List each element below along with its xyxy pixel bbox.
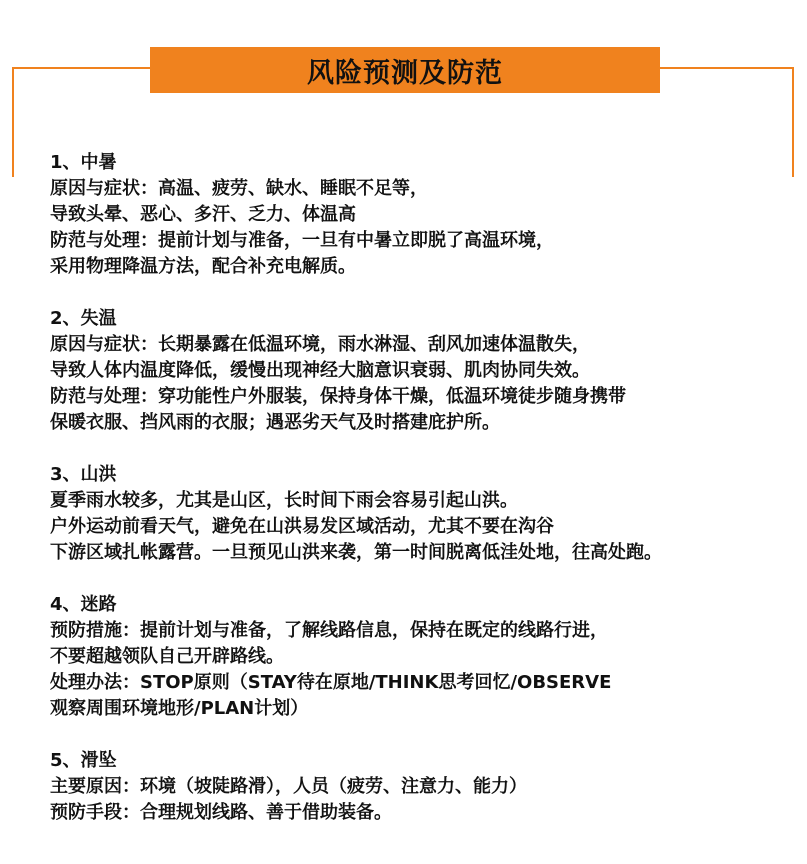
- section-line: 采用物理降温方法，配合补充电解质。: [50, 256, 356, 277]
- section-heading: 4、迷路: [50, 594, 117, 615]
- section-line: 主要原因：环境（坡陡路滑），人员（疲劳、注意力、能力）: [50, 776, 527, 797]
- frame-line-left-horizontal: [12, 67, 152, 69]
- section-heading: 2、失温: [50, 308, 117, 329]
- section-line: 防范与处理：提前计划与准备，一旦有中暑立即脱了高温环境，: [50, 230, 554, 251]
- section-line: 防范与处理：穿功能性户外服装，保持身体干燥，低温环境徒步随身携带: [50, 386, 626, 407]
- section-line: 导致人体内温度降低，缓慢出现神经大脑意识衰弱、肌肉协同失效。: [50, 360, 590, 381]
- section-line: 原因与症状：长期暴露在低温环境，雨水淋湿、刮风加速体温散失，: [50, 334, 590, 355]
- section-line: 下游区域扎帐露营。一旦预见山洪来袭，第一时间脱离低洼处地，往高处跑。: [50, 542, 662, 563]
- section-getting-lost: [50, 592, 790, 722]
- section-line: 不要超越领队自己开辟路线。: [50, 646, 284, 667]
- section-hypothermia: [50, 306, 790, 436]
- section-heading: 1、中暑: [50, 152, 117, 173]
- frame-line-right-horizontal: [658, 67, 794, 69]
- section-line: 处理办法：STOP原则（STAY待在原地/THINK思考回忆/OBSERVE: [50, 672, 612, 693]
- frame-line-left-vertical: [12, 67, 14, 177]
- section-heatstroke: [50, 150, 790, 280]
- frame-line-right-vertical: [792, 67, 794, 177]
- section-line: 导致头晕、恶心、多汗、乏力、体温高: [50, 204, 356, 225]
- section-line: 原因与症状：高温、疲劳、缺水、睡眠不足等，: [50, 178, 428, 199]
- section-line: 夏季雨水较多，尤其是山区，长时间下雨会容易引起山洪。: [50, 490, 518, 511]
- section-line: 观察周围环境地形/PLAN计划）: [50, 698, 309, 719]
- page-title: 风险预测及防范: [307, 57, 503, 89]
- section-flash-flood: [50, 462, 790, 566]
- section-line: 户外运动前看天气，避免在山洪易发区域活动，尤其不要在沟谷: [50, 516, 554, 537]
- content-body: [50, 150, 790, 852]
- section-line: 预防措施：提前计划与准备，了解线路信息，保持在既定的线路行进，: [50, 620, 608, 641]
- section-line: 保暖衣服、挡风雨的衣服；遇恶劣天气及时搭建庇护所。: [50, 412, 500, 433]
- section-falls: [50, 748, 790, 826]
- section-heading: 3、山洪: [50, 464, 117, 485]
- section-heading: 5、滑坠: [50, 750, 117, 771]
- section-line: 预防手段：合理规划线路、善于借助装备。: [50, 802, 392, 823]
- title-banner: [150, 47, 660, 93]
